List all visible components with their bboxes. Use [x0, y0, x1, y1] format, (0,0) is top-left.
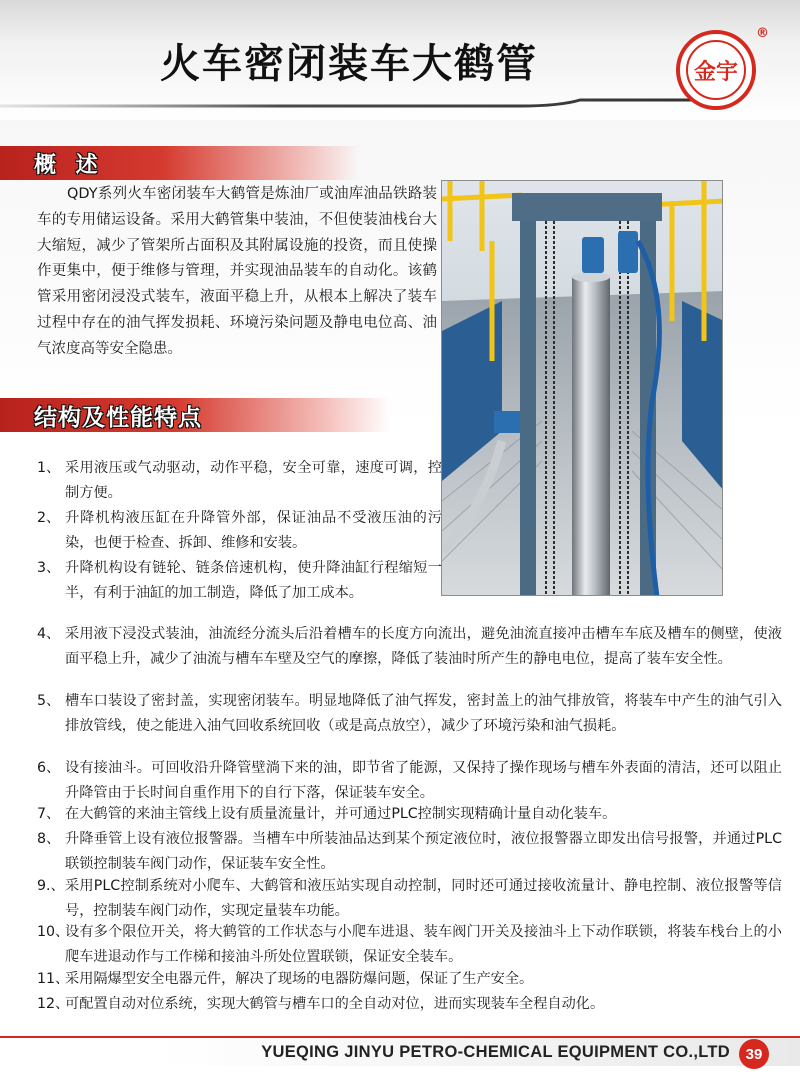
- item-number: 11、: [37, 971, 70, 987]
- overview-banner: [0, 146, 360, 180]
- header-divider: [0, 98, 710, 112]
- item-text: 采用液压或气动驱动，动作平稳，安全可靠，速度可调，控制方便。: [65, 460, 442, 501]
- item-text: 升降机构设有链轮、链条倍速机构，使升降油缸行程缩短一半，有利于油缸的加工制造，降低了加工成本。: [65, 560, 442, 601]
- footer-company-name: YUEQING JINYU PETRO-CHEMICAL EQUIPMENT CO.,LTD: [261, 1043, 730, 1061]
- company-logo: [676, 30, 756, 110]
- list-item: [37, 556, 442, 606]
- item-text: 采用液下浸没式装油，油流经分流头后沿着槽车的长度方向流出，避免油流直接冲击槽车车底及槽车的侧壁，使液面平稳上升，减少了油流与槽车车壁及空气的摩擦，降低了装油时所产生的静电电位，提高了装车安全性。: [65, 626, 782, 667]
- item-number: 9.、: [37, 878, 65, 894]
- item-text: 设有多个限位开关，将大鹤管的工作状态与小爬车进退、装车阀门开关及接油斗上下动作联锁，将装车栈台上的小爬车进退动作与工作梯和接油斗所处位置联锁，保证安全装车。: [65, 924, 782, 965]
- features-heading: 结构及性能特点: [34, 404, 202, 431]
- item-number: 3、: [37, 560, 61, 576]
- list-item: [37, 874, 782, 924]
- item-text: 可配置自动对位系统，实现大鹤管与槽车口的全自动对位，进而实现装车全程自动化。: [65, 996, 605, 1012]
- item-number: 4、: [37, 626, 61, 642]
- item-number: 5、: [37, 693, 61, 709]
- item-text: 采用隔爆型安全电器元件，解决了现场的电器防爆问题，保证了生产安全。: [65, 971, 534, 987]
- page-title: 火车密闭装车大鹤管: [160, 41, 538, 87]
- list-item: [37, 506, 442, 556]
- item-number: 6、: [37, 760, 61, 776]
- list-item: [37, 802, 782, 827]
- item-number: 8、: [37, 831, 61, 847]
- list-item: [37, 622, 782, 672]
- item-text: 采用PLC控制系统对小爬车、大鹤管和液压站实现自动控制，同时还可通过接收流量计、静电控制、液位报警等信号，控制装车阀门动作，实现定量装车功能。: [65, 878, 782, 919]
- overview-heading: 概 述: [34, 152, 104, 178]
- item-text: 设有接油斗。可回收沿升降管壁淌下来的油，即节省了能源，又保持了操作现场与槽车外表面的清洁，还可以阻止升降管由于长时间自重作用下的自行下落，保证装车安全。: [65, 760, 782, 801]
- item-text: 在大鹤管的来油主管线上设有质量流量计，并可通过PLC控制实现精确计量自动化装车。: [65, 806, 617, 822]
- list-item: [37, 967, 782, 992]
- features-banner: [0, 398, 390, 432]
- list-item: [37, 920, 782, 970]
- item-number: 7、: [37, 806, 61, 822]
- list-item: [37, 689, 782, 739]
- item-number: 12、: [37, 996, 70, 1012]
- list-item: [37, 456, 442, 506]
- loading-arm-photo: [441, 180, 723, 596]
- list-item: [37, 756, 782, 806]
- list-item: [37, 827, 782, 877]
- logo-text: 金宇: [686, 40, 746, 100]
- list-item: [37, 992, 782, 1017]
- item-number: 2、: [37, 510, 61, 526]
- item-text: 升降机构液压缸在升降管外部，保证油品不受液压油的污染，也便于检查、拆卸、维修和安装。: [65, 510, 442, 551]
- item-text: 升降垂管上设有液位报警器。当槽车中所装油品达到某个预定液位时，液位报警器立即发出信号报警，并通过PLC联锁控制装车阀门动作，保证装车安全性。: [65, 831, 782, 872]
- overview-paragraph: QDY系列火车密闭装车大鹤管是炼油厂或油库油品铁路装车的专用储运设备。采用大鹤管集中装油，不但使装油栈台大大缩短，减少了管架所占面积及其附属设施的投资，而且使操作更集中，便于维修与管理，并实现油品装车的自动化。该鹤管采用密闭浸没式装车，液面平稳上升，从根本上解决了装车过程中存在的油气挥发损耗、环境污染问题及静电电位高、油气浓度高等安全隐患。: [37, 186, 437, 357]
- page-number: 39: [739, 1039, 769, 1069]
- item-number: 1、: [37, 460, 61, 476]
- item-number: 10、: [37, 924, 70, 940]
- registered-mark: ®: [756, 26, 769, 41]
- item-text: 槽车口装设了密封盖，实现密闭装车。明显地降低了油气挥发，密封盖上的油气排放管，将装车中产生的油气引入排放管线，使之能进入油气回收系统回收（或是高点放空），减少了环境污染和油气损耗。: [65, 693, 782, 734]
